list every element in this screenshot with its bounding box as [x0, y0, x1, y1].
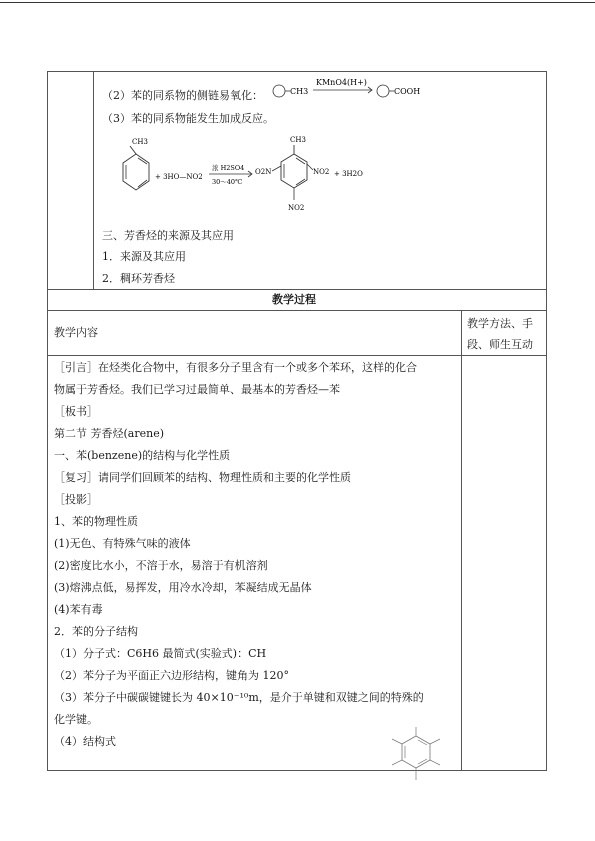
subsection-2: 2．稠环芳香烃 [102, 272, 175, 285]
nitro-bottom-label: NO2 [288, 204, 305, 212]
section-title: 第二节 芳香烃(arene) [54, 427, 164, 440]
property-4: (4)苯有毒 [54, 603, 103, 616]
structure-item-2: （2）苯分子为平面正六边形结构，键角为 120° [54, 669, 289, 682]
review-line: ［复习］请同学们回顾苯的结构、物理性质和主要的化学性质 [54, 471, 351, 484]
intro-line-2: 物属于芳香烃。我们已学习过最简单、最基本的芳香烃—苯 [54, 383, 340, 396]
subsection-1: 1．来源及其应用 [102, 250, 186, 263]
row-divider-process [47, 289, 547, 290]
nitro-right-label: NO2 [313, 168, 330, 176]
content-column-header: 教学内容 [54, 326, 98, 339]
oxidant-label: KMnO4(H+) [316, 78, 367, 87]
page-top-rule [0, 2, 595, 3]
row-divider-header [47, 310, 547, 311]
upper-left-column-divider [93, 71, 94, 290]
structure-item-3-line2: 化学键。 [54, 713, 98, 726]
side-chain-oxidation-equation [268, 74, 428, 106]
structure-heading: 2．苯的分子结构 [54, 625, 138, 638]
catalyst-label: 浓 H2SO4 [212, 164, 245, 172]
benzene-structural-formula-icon [378, 724, 454, 782]
nitro-left-label: O2N [255, 168, 272, 176]
intro-line-1: ［引言］在烃类化合物中，有很多分子里含有一个或多个苯环，这样的化合 [54, 361, 417, 374]
product-group-label: COOH [394, 87, 421, 96]
method-column-header-line2: 段、师生互动 [467, 338, 533, 351]
item-2-text: （2）苯的同系物的侧链易氧化： [102, 89, 263, 102]
product-methyl-label: CH3 [290, 136, 306, 144]
structure-item-4: （4）结构式 [54, 735, 116, 748]
structure-item-3-line1: （3）苯分子中碳碳键键长为 40×10⁻¹⁰m，是介于单键和双键之间的特殊的 [54, 691, 424, 704]
projection-label: ［投影］ [54, 493, 98, 506]
toluene-ring-icon [123, 154, 149, 190]
nitric-acid-label: + 3HO—NO2 [155, 173, 203, 181]
physical-properties-heading: 1、苯的物理性质 [54, 515, 138, 528]
reactant-group-label: CH3 [290, 87, 309, 96]
section-3-title: 三、芳香烃的来源及其应用 [102, 229, 234, 242]
temperature-label: 30～40℃ [212, 178, 243, 186]
tnt-ring-icon [281, 154, 307, 188]
property-1: (1)无色、有特殊气味的液体 [54, 537, 191, 550]
benzene-ring-icon [273, 85, 285, 97]
property-3: (3)熔沸点低，易挥发，用冷水冷却，苯凝结成无晶体 [54, 581, 312, 594]
row-divider-body [47, 355, 547, 356]
heading-benzene: 一、苯(benzene)的结构与化学性质 [54, 449, 231, 462]
methyl-label: CH3 [132, 138, 148, 146]
property-2: (2)密度比水小，不溶于水，易溶于有机溶剂 [54, 559, 268, 572]
board-label: ［板书］ [54, 405, 98, 418]
method-column-header-line1: 教学方法、手 [467, 317, 533, 330]
teaching-process-title: 教学过程 [272, 293, 316, 306]
structure-item-1: （1）分子式：C6H6 最简式(实验式)：CH [54, 647, 267, 660]
water-label: + 3H2O [334, 170, 363, 178]
method-column-divider [461, 310, 462, 771]
nitration-equation [112, 130, 372, 216]
benzene-ring-icon [377, 85, 389, 97]
item-3-text: （3）苯的同系物能发生加成反应。 [102, 112, 274, 125]
